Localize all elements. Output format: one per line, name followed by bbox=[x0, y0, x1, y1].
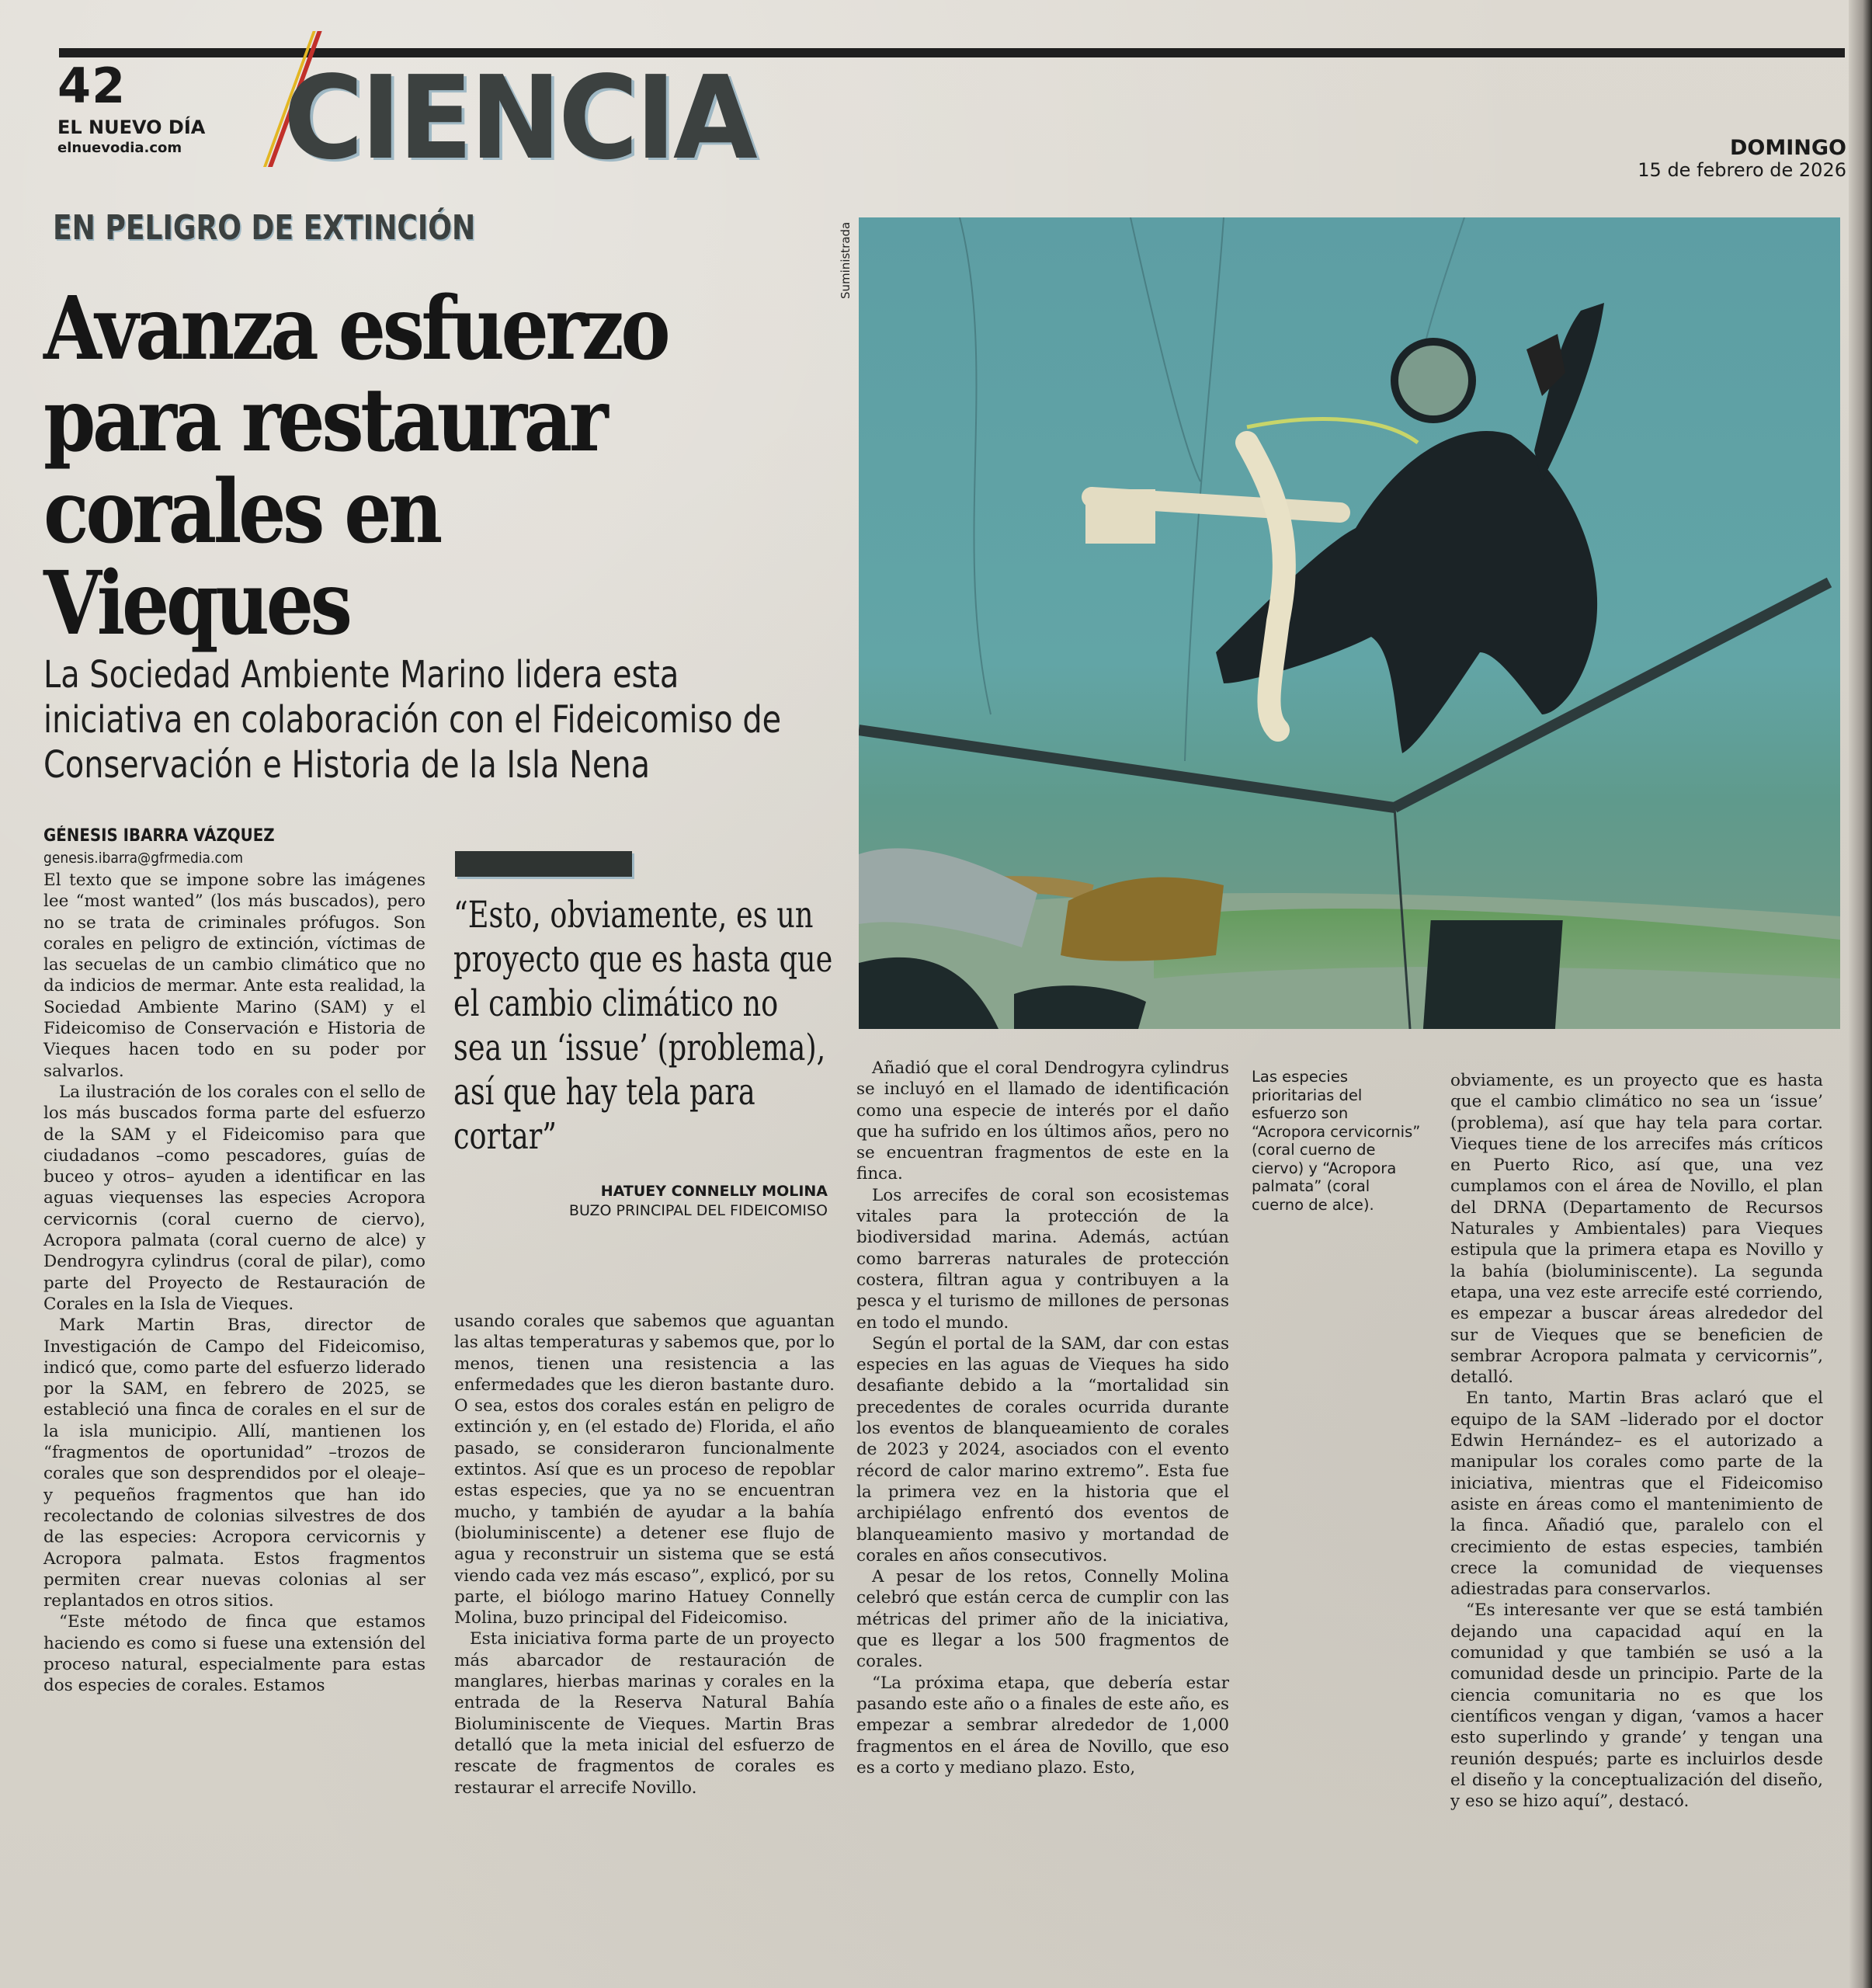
issue-day: DOMINGO bbox=[1730, 136, 1846, 160]
pull-quote-attribution-name: HATUEY CONNELLY MOLINA bbox=[600, 1183, 828, 1200]
caption-line: ciervo) y “Acropora bbox=[1252, 1159, 1397, 1177]
paragraph: A pesar de los retos, Connelly Molina celebró que están cerca de cumplir con las métricas del primer año de la iniciativa, que es llegar a los 500 fragmentos de corales. bbox=[856, 1567, 1229, 1672]
pull-quote-attribution-role: BUZO PRINCIPAL DEL FIDEICOMISO bbox=[568, 1202, 828, 1219]
paragraph: La ilustración de los corales con el sello de los más buscados forma parte del esfuerzo de la SAM y el Fideicomiso para que ciudadanos –como pescadores, guías de buceo y otros– ayuden a identificar en las aguas viequenses las especies Acropora cervicornis (coral cuerno de ciervo), Acropora palmata (coral cuerno de alce) y Dendrogyra cylindrus (coral de pilar), como parte del Proyecto de Restauración de Corales en la Isla de Vieques. bbox=[43, 1082, 425, 1314]
photo-caption bbox=[1252, 1068, 1430, 1214]
paragraph: “Este método de finca que estamos haciendo es como si fuese una extensión del proceso natural, especialmente para estas dos especies de corales. Estamos bbox=[43, 1612, 425, 1696]
paper-name: EL NUEVO DÍA bbox=[57, 116, 206, 138]
headline bbox=[43, 278, 745, 655]
paragraph: “La próxima etapa, que debería estar pasando este año o a finales de este año, es empezar a sembrar alrededor de 1,000 fragmentos en el área de Novillo, que eso es a corto y mediano plazo. Esto, bbox=[856, 1673, 1229, 1778]
paragraph: Según el portal de la SAM, dar con estas especies en las aguas de Vieques ha sido desafiante debido a la “mortalidad sin precedentes de corales ocurrida durante los eventos de blanqueamiento de corales de 2023 y 2024, asociados con el evento récord de calor marino extremo”. Esta fue la primera vez en la historia que el archipiélago enfrentó dos eventos de blanqueamiento masivo y mortandad de corales en años consecutivos. bbox=[856, 1333, 1229, 1566]
paragraph: En tanto, Martin Bras aclaró que el equipo de la SAM –liderado por el doctor Edwin Hernández– es el autorizado a manipular los corales como parte de la iniciativa, mientras que el Fideicomiso asiste en áreas como el mantenimiento de la finca. Añadió que, paralelo con el crecimiento de estas especies, también crece la comunidad de viequenses adiestradas para conservarlos. bbox=[1450, 1388, 1823, 1600]
byline-email[interactable]: genesis.ibarra@gfrmedia.com bbox=[43, 850, 243, 867]
page-binding-edge bbox=[1849, 0, 1872, 1988]
caption-line: “Acropora cervicornis” bbox=[1252, 1122, 1421, 1141]
paragraph: “Es interesante ver que se está también dejando una capacidad aquí en la comunidad y que también se usó a la comunidad desde un principio. Parte de la ciencia comunitaria no es que los científicos vengan y digan, ‘vamos a hacer esto superlindo y grande’ y tengan una reunión después; parte es incluirlos desde el diseño y la conceptualización del diseño, y eso se hizo aquí”, destacó. bbox=[1450, 1600, 1823, 1812]
headline-line: para restaurar bbox=[43, 370, 606, 471]
pull-quote-line: sea un ‘issue’ (problema), bbox=[453, 1027, 826, 1069]
article-photo bbox=[859, 217, 1840, 1029]
caption-line: cuerno de alce). bbox=[1252, 1195, 1374, 1214]
page-number: 42 bbox=[57, 57, 127, 114]
pull-quote-bar bbox=[455, 851, 632, 877]
pull-quote-line: el cambio climático no bbox=[453, 982, 779, 1025]
paragraph: Esta iniciativa forma parte de un proyecto más abarcador de restauración de manglares, hierbas marinas y corales en la entrada de la Reserva Natural Bahía Bioluminiscente de Vieques. Martin Bras detalló que la meta inicial del esfuerzo de rescate de fragmentos de corales es restaurar el arrecife Novillo. bbox=[454, 1629, 835, 1798]
paragraph: Los arrecifes de coral son ecosistemas vitales para la protección de la biodiversidad marina. Además, actúan como barreras naturales de protección costera, filtran agua y contribuyen a la pesca y el turismo de millones de personas en todo el mundo. bbox=[856, 1185, 1229, 1333]
headline-line: corales en Vieques bbox=[43, 461, 439, 655]
kicker: EN PELIGRO DE EXTINCIÓN bbox=[53, 208, 476, 248]
caption-line: Las especies bbox=[1252, 1068, 1348, 1086]
deck-line: La Sociedad Ambiente Marino lidera esta bbox=[43, 653, 679, 697]
caption-line: prioritarias del bbox=[1252, 1086, 1363, 1104]
deck-line: Conservación e Historia de la Isla Nena bbox=[43, 743, 651, 787]
issue-date: 15 de febrero de 2026 bbox=[1638, 159, 1846, 181]
article-column-3 bbox=[856, 1058, 1229, 1778]
pull-quote bbox=[453, 893, 833, 1159]
caption-line: palmata” (coral bbox=[1252, 1177, 1370, 1195]
paragraph: obviamente, es un proyecto que es hasta que el cambio climático no sea un ‘issue’ (problema), así que hay tela para cortar. Vieques tiene de los arrecifes más críticos en Puerto Rico, así que, una vez cumplamos con el área de Novillo, el plan del DRNA (Departamento de Recursos Naturales y Ambientales) para Vieques estipula que la primera etapa es Novillo y la bahía (bioluminiscente). La segunda etapa, una vez este arrecife esté corriendo, es empezar a buscar áreas alrededor del sur de Vieques que se beneficien de sembrar Acropora palmata y cervicornis”, detalló. bbox=[1450, 1071, 1823, 1388]
paragraph: Mark Martin Bras, director de Investigación de Campo del Fideicomiso, indicó que, como parte del esfuerzo liderado por la SAM, en febrero de 2025, se estableció una finca de corales en el sur de la isla municipio. Allí, mantienen los “fragmentos de oportunidad” –trozos de corales que son desprendidos por el oleaje– y pequeños fragmentos que han ido recolectando de colonias silvestres de dos de las especies: Acropora cervicornis y Acropora palmata. Estos fragmentos permiten crear nuevas colonias al ser replantados en otros sitios. bbox=[43, 1315, 425, 1611]
paragraph: Añadió que el coral Dendrogyra cylindrus se incluyó en el llamado de identificación como una especie de interés por el daño que ha sufrido en los últimos años, pero no se encuentran fragmentos de este en la finca. bbox=[856, 1058, 1229, 1184]
pull-quote-line: cortar” bbox=[453, 1115, 557, 1158]
photo-credit-text: Suministrada bbox=[839, 221, 853, 299]
underwater-diver-illustration bbox=[859, 217, 1840, 1029]
paragraph: usando corales que sabemos que aguantan las altas temperaturas y sabemos que, por lo menos, tienen una resistencia a las enfermedades que les dieron bastante duro. O sea, estos dos corales están en peligro de extinción y, en (el estado de) Florida, el año pasado, se consideraron funcionalmente extintos. Así que es un proceso de repoblar estas especies, que ya no se encuentran mucho, y también de ayudar a la bahía (bioluminiscente) a detener ese flujo de agua y reconstruir un sistema que se está viendo cada vez más escaso”, explicó, por su parte, el biólogo marino Hatuey Connelly Molina, buzo principal del Fideicomiso. bbox=[454, 1312, 835, 1628]
section-title: CIENCIA bbox=[283, 51, 755, 185]
headline-line: Avanza esfuerzo bbox=[43, 278, 668, 380]
article-column-1 bbox=[43, 870, 425, 1697]
pull-quote-line: así que hay tela para bbox=[453, 1071, 755, 1114]
article-column-4 bbox=[1450, 1070, 1823, 1812]
caption-line: (coral cuerno de bbox=[1252, 1141, 1376, 1159]
paper-website: elnuevodia.com bbox=[57, 140, 182, 156]
paragraph: El texto que se impone sobre las imágenes lee “most wanted” (los más buscados), pero no se trata de criminales prófugos. Son corales en peligro de extinción, víctimas de las secuelas de un cambio climático que no da indicios de mermar. Ante esta realidad, la Sociedad Ambiente Marino (SAM) y el Fideicomiso de Conservación e Historia de Vieques hacen todo en su poder por salvarlos. bbox=[43, 871, 425, 1081]
pull-quote-line: “Esto, obviamente, es un bbox=[453, 894, 814, 937]
caption-line: esfuerzo son bbox=[1252, 1104, 1349, 1122]
deck-subheadline bbox=[43, 652, 785, 787]
deck-line: iniciativa en colaboración con el Fideicomiso de bbox=[43, 698, 782, 742]
byline-author: GÉNESIS IBARRA VÁZQUEZ bbox=[43, 826, 275, 846]
article-column-2 bbox=[454, 1311, 835, 1799]
pull-quote-line: proyecto que es hasta que bbox=[453, 938, 833, 981]
